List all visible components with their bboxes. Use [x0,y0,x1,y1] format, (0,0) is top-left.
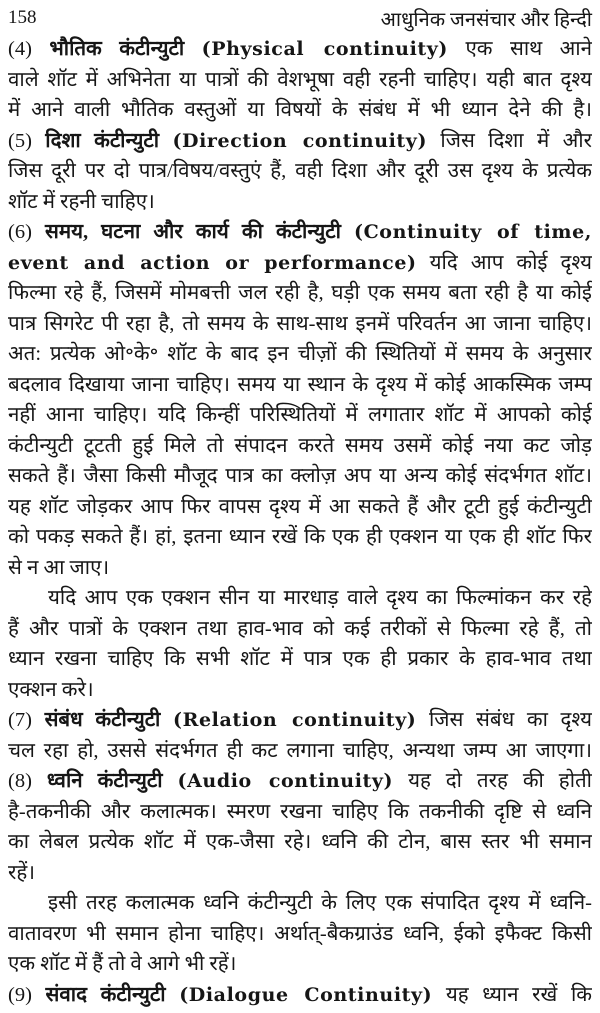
body-text: अत: प्रत्येक ओ॰के॰ शॉट के बाद इन चीज़ों की स्थितियों में समय के अनुसार [8,343,592,365]
section-heading-english: (Dialogue Continuity) [179,983,433,1006]
body-text: जिस दूरी पर दो पात्र/विषय/वस्तुएं हैं, वही दिशा और दूरी उस दृश्य के प्रत्येक [8,160,592,182]
text-line [8,858,592,889]
text-line [8,461,592,492]
body-text: नहीं आना चाहिए। यदि किन्हीं परिस्थितियों में लगातार शॉट में आपको कोई [8,404,592,426]
text-line [8,95,592,126]
text-line [8,278,592,309]
section-heading-english: (Physical continuity) [201,38,449,60]
body-text: है-तकनीकी और कलात्मक। स्मरण रखना चाहिए कि तकनीकी दृष्टि से ध्वनि [8,800,592,823]
section-heading-english: (Relation continuity) [173,709,417,731]
text-line [8,675,592,706]
body-text: वाले शॉट में अभिनेता या पात्रों की वेशभूषा वही रहनी चाहिए। यही बात दृश्य [8,68,592,91]
text-line [8,949,592,980]
text-line [8,827,592,858]
body-text: फिल्मा रहे हैं, जिसमें मोमबत्ती जल रही है, घड़ी एक समय बता रही है या कोई [8,282,592,304]
body-text: यह ध्यान रखें कि [432,983,592,1006]
text-line [8,522,592,553]
section-number: (4) [8,38,50,60]
section-heading-english: (Continuity of time, [353,221,592,243]
text-line [8,766,592,797]
body-text: बदलाव दिखाया जाना चाहिए। समय या स्थान के दृश्य में कोई आकस्मिक जम्प [8,373,592,396]
body-text: यदि आप एक एक्शन सीन या मारधाड़ वाले दृश्य का फिल्मांकन कर रहे [48,587,592,609]
section-heading-hindi: समय, घटना और कार्य की कंटीन्युटी [44,221,354,243]
body-text: चल रहा हो, उससे संदर्भगत ही कट लगाना चाहिए, अन्यथा जम्प आ जाएगा। [8,739,592,762]
body-text: इसी तरह कलात्मक ध्वनि कंटीन्युटी के लिए एक संपादित दृश्य में ध्वनि- [48,892,592,914]
section-number: (8) [8,770,47,792]
running-header [8,4,592,32]
text-line [8,919,592,950]
body-text: ध्यान रखना चाहिए कि सभी शॉट में पात्र एक ही प्रकार के हाव-भाव तथा [8,648,592,670]
text-line [8,339,592,370]
section-heading-hindi: संवाद कंटीन्युटी [45,983,180,1006]
section-heading-english: (Direction continuity) [172,129,428,152]
body-text: कंटीन्युटी टूटती हुई मिले तो संपादन करते समय उसमें कोई नया कट जोड़ [8,434,592,457]
body-text: को पकड़ सकते हैं। हां, इतना ध्यान रखें कि एक ही एक्शन या एक ही शॉट फिर [8,526,592,548]
body-text: जिस दिशा में और [427,129,592,152]
text-line [8,187,592,218]
section-heading-hindi: संबंध कंटीन्युटी [44,709,173,731]
page-number: 158 [8,7,37,28]
page-body [8,34,592,1010]
section-heading-english: (Audio continuity) [177,770,394,792]
text-line [8,431,592,462]
body-text: शॉट में रहनी चाहिए। [8,190,155,213]
body-text: का लेबल प्रत्येक शॉट में एक-जैसा रहे। ध्वनि की टोन, बास स्तर भी समान [8,831,592,853]
text-line [8,217,592,248]
body-text: यह शॉट जोड़कर आप फिर वापस दृश्य में आ सकते हैं और टूटी हुई कंटीन्युटी [8,495,592,518]
text-line [8,736,592,767]
body-text: एक्शन करे। [8,678,94,701]
body-text: एक साथ आने [448,38,592,60]
text-line [8,370,592,401]
text-line [8,553,592,584]
text-line [8,248,592,279]
text-line [8,705,592,736]
body-text: रहें। [8,861,36,884]
section-heading-hindi: ध्वनि कंटीन्युटी [46,770,178,792]
section-number: (9) [8,983,46,1006]
body-text: से न आ जाए। [8,556,110,579]
text-line [8,492,592,523]
body-text: हैं और पात्रों के एक्शन तथा हाव-भाव को कई तरीकों से फिल्मा रहे हैं, तो [8,617,592,640]
text-line [8,614,592,645]
section-number: (6) [8,221,45,243]
section-heading-english: event and action or performance) [8,251,417,274]
text-line [8,888,592,919]
running-title: आधुनिक जनसंचार और हिन्दी [380,8,592,31]
text-line [8,156,592,187]
section-heading-hindi: दिशा कंटीन्युटी [45,129,173,152]
body-text: वातावरण भी समान होना चाहिए। अर्थात्-बैकग्राउंड ध्वनि, ईको इफैक्ट किसी [8,922,592,945]
text-line [8,126,592,157]
section-heading-hindi: भौतिक कंटीन्युटी [49,38,202,60]
body-text: पात्र सिगरेट पी रहा है, तो समय के साथ-साथ इनमें परिवर्तन आ जाना चाहिए। [8,312,592,335]
body-text: एक शॉट में हैं तो वे आगे भी रहें। [8,953,237,975]
body-text: यह दो तरह की होती [393,770,592,792]
body-text: जिस संबंध का दृश्य [416,709,592,731]
text-line [8,309,592,340]
body-text: में आने वाली भौतिक वस्तुओं या विषयों के संबंध में भी ध्यान देने की है। [8,99,592,121]
section-number: (7) [8,709,45,731]
text-line [8,400,592,431]
text-line [8,65,592,96]
text-line [8,644,592,675]
text-line [8,34,592,65]
body-text: यदि आप कोई दृश्य [416,251,592,274]
body-text: सकते हैं। जैसा किसी मौजूद पात्र का क्लोज़ अप या अन्य कोई संदर्भगत शॉट। [8,465,592,487]
text-line [8,980,592,1011]
text-line [8,583,592,614]
section-number: (5) [8,129,46,152]
text-line [8,797,592,828]
